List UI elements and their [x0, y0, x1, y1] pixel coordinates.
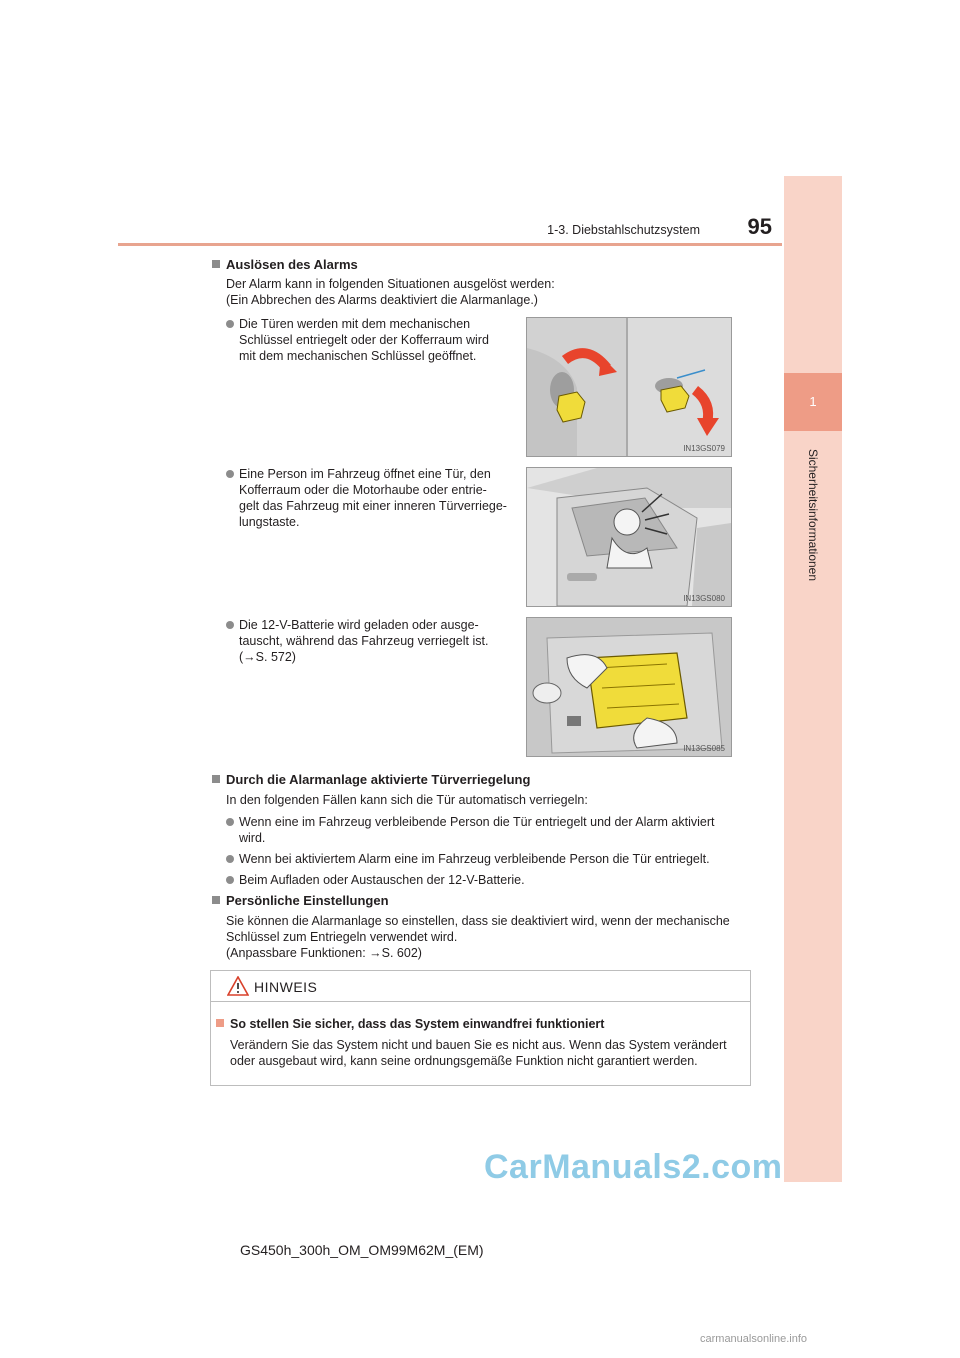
alarm-bullet-1-line2: Schlüssel entriegelt oder der Kofferraum wird: [239, 333, 489, 347]
chapter-label-text: Sicherheitsinformationen: [806, 448, 820, 582]
watermark-secondary: carmanualsonline.info: [700, 1333, 808, 1345]
round-bullet-icon: [226, 470, 234, 478]
square-bullet-icon: [212, 896, 220, 904]
alarm-bullet-3-line3: (→S. 572): [239, 650, 296, 664]
chapter-label: [806, 440, 820, 590]
note-heading: [216, 1017, 604, 1031]
settings-line1: Sie können die Alarmanlage so einstellen, dass sie deaktiviert wird, wenn der mechanische: [226, 914, 730, 928]
heading-auto-lock-text: Durch die Alarmanlage aktivierte Türverriegelung: [226, 772, 531, 787]
settings-line2: Schlüssel zum Entriegeln verwendet wird.: [226, 930, 458, 944]
round-bullet-icon: [226, 876, 234, 884]
alarm-bullet-3: [239, 617, 513, 665]
figure-id-2: IN13GS080: [683, 594, 725, 603]
square-bullet-icon: [212, 775, 220, 783]
alarm-bullet-3-line2: tauscht, während das Fahrzeug verriegelt ist.: [239, 634, 489, 648]
auto-lock-intro: In den folgenden Fällen kann sich die Tür automatisch verriegeln:: [226, 793, 588, 807]
auto-lock-bullet-2-line1: Wenn bei aktiviertem Alarm eine im Fahrzeug verbleibende Person die Tür entriegelt.: [239, 852, 710, 866]
heading-alarm-trigger-text: Auslösen des Alarms: [226, 257, 358, 272]
document-code: GS450h_300h_OM_OM99M62M_(EM): [240, 1242, 484, 1258]
heading-alarm-trigger: [212, 257, 358, 272]
round-bullet-icon: [226, 320, 234, 328]
heading-personal-settings: [212, 893, 389, 908]
alarm-bullet-2-line3: gelt das Fahrzeug mit einer inneren Türverriege-: [239, 499, 507, 513]
alarm-bullet-2-line1: Eine Person im Fahrzeug öffnet eine Tür, den: [239, 467, 491, 481]
settings-line3: (Anpassbare Funktionen: →S. 602): [226, 946, 422, 960]
watermark-primary: CarManuals2.com: [484, 1148, 783, 1186]
alarm-bullet-1: [239, 316, 513, 364]
heading-auto-lock: [212, 772, 530, 787]
header-rule: [118, 243, 782, 246]
round-bullet-icon: [226, 818, 234, 826]
alarm-bullet-1-line1: Die Türen werden mit dem mechanischen: [239, 317, 471, 331]
alarm-bullet-2: [239, 466, 513, 530]
chapter-number: 1: [784, 373, 842, 431]
square-bullet-icon: [212, 260, 220, 268]
auto-lock-bullet-3: [239, 872, 749, 888]
figure-battery-replacement: [526, 617, 732, 757]
round-bullet-icon: [226, 855, 234, 863]
alarm-intro-line1: Der Alarm kann in folgenden Situationen ausgelöst werden:: [226, 277, 555, 291]
figure-id-3: IN13GS085: [683, 744, 725, 753]
auto-lock-bullet-1: [239, 814, 749, 846]
note-header: [211, 971, 750, 1002]
section-title: 1-3. Diebstahlschutzsystem: [547, 223, 700, 237]
auto-lock-bullet-2: [239, 851, 749, 867]
note-line1: Verändern Sie das System nicht und bauen Sie es nicht aus. Wenn das System verändert: [230, 1038, 727, 1052]
figure-mechanical-key: [526, 317, 732, 457]
note-title: HINWEIS: [254, 979, 318, 995]
note-box: [210, 970, 751, 1086]
battery-illustration: [527, 618, 731, 756]
chapter-side-tab: [784, 176, 842, 1182]
alarm-bullet-2-line4: lungstaste.: [239, 515, 300, 529]
figure-id-1: IN13GS079: [683, 444, 725, 453]
auto-lock-bullet-1-line2: wird.: [239, 831, 266, 845]
heading-personal-settings-text: Persönliche Einstellungen: [226, 893, 389, 908]
square-bullet-icon: [216, 1019, 224, 1027]
note-heading-text: So stellen Sie sicher, dass das System einwandfrei funktioniert: [230, 1017, 605, 1031]
note-line2: oder ausgebaut wird, kann seine ordnungsgemäße Funktion nicht garantiert werden.: [230, 1054, 698, 1068]
alarm-bullet-1-line3: mit dem mechanischen Schlüssel geöffnet.: [239, 349, 477, 363]
alarm-bullet-2-line2: Kofferraum oder die Motorhaube oder entrie-: [239, 483, 487, 497]
auto-lock-bullet-1-line1: Wenn eine im Fahrzeug verbleibende Person die Tür entriegelt und der Alarm aktiviert: [239, 815, 715, 829]
page-number: 95: [747, 214, 772, 239]
auto-lock-bullet-3-line1: Beim Aufladen oder Austauschen der 12-V-Batterie.: [239, 873, 525, 887]
alarm-intro-line2: (Ein Abbrechen des Alarms deaktiviert die Alarmanlage.): [226, 293, 538, 307]
warning-triangle-icon: [227, 976, 249, 996]
car-door-illustration: [527, 468, 731, 606]
mechanical-key-illustration: [527, 318, 731, 456]
alarm-bullet-3-line1: Die 12-V-Batterie wird geladen oder ausge-: [239, 618, 479, 632]
round-bullet-icon: [226, 621, 234, 629]
figure-person-opening-door: [526, 467, 732, 607]
